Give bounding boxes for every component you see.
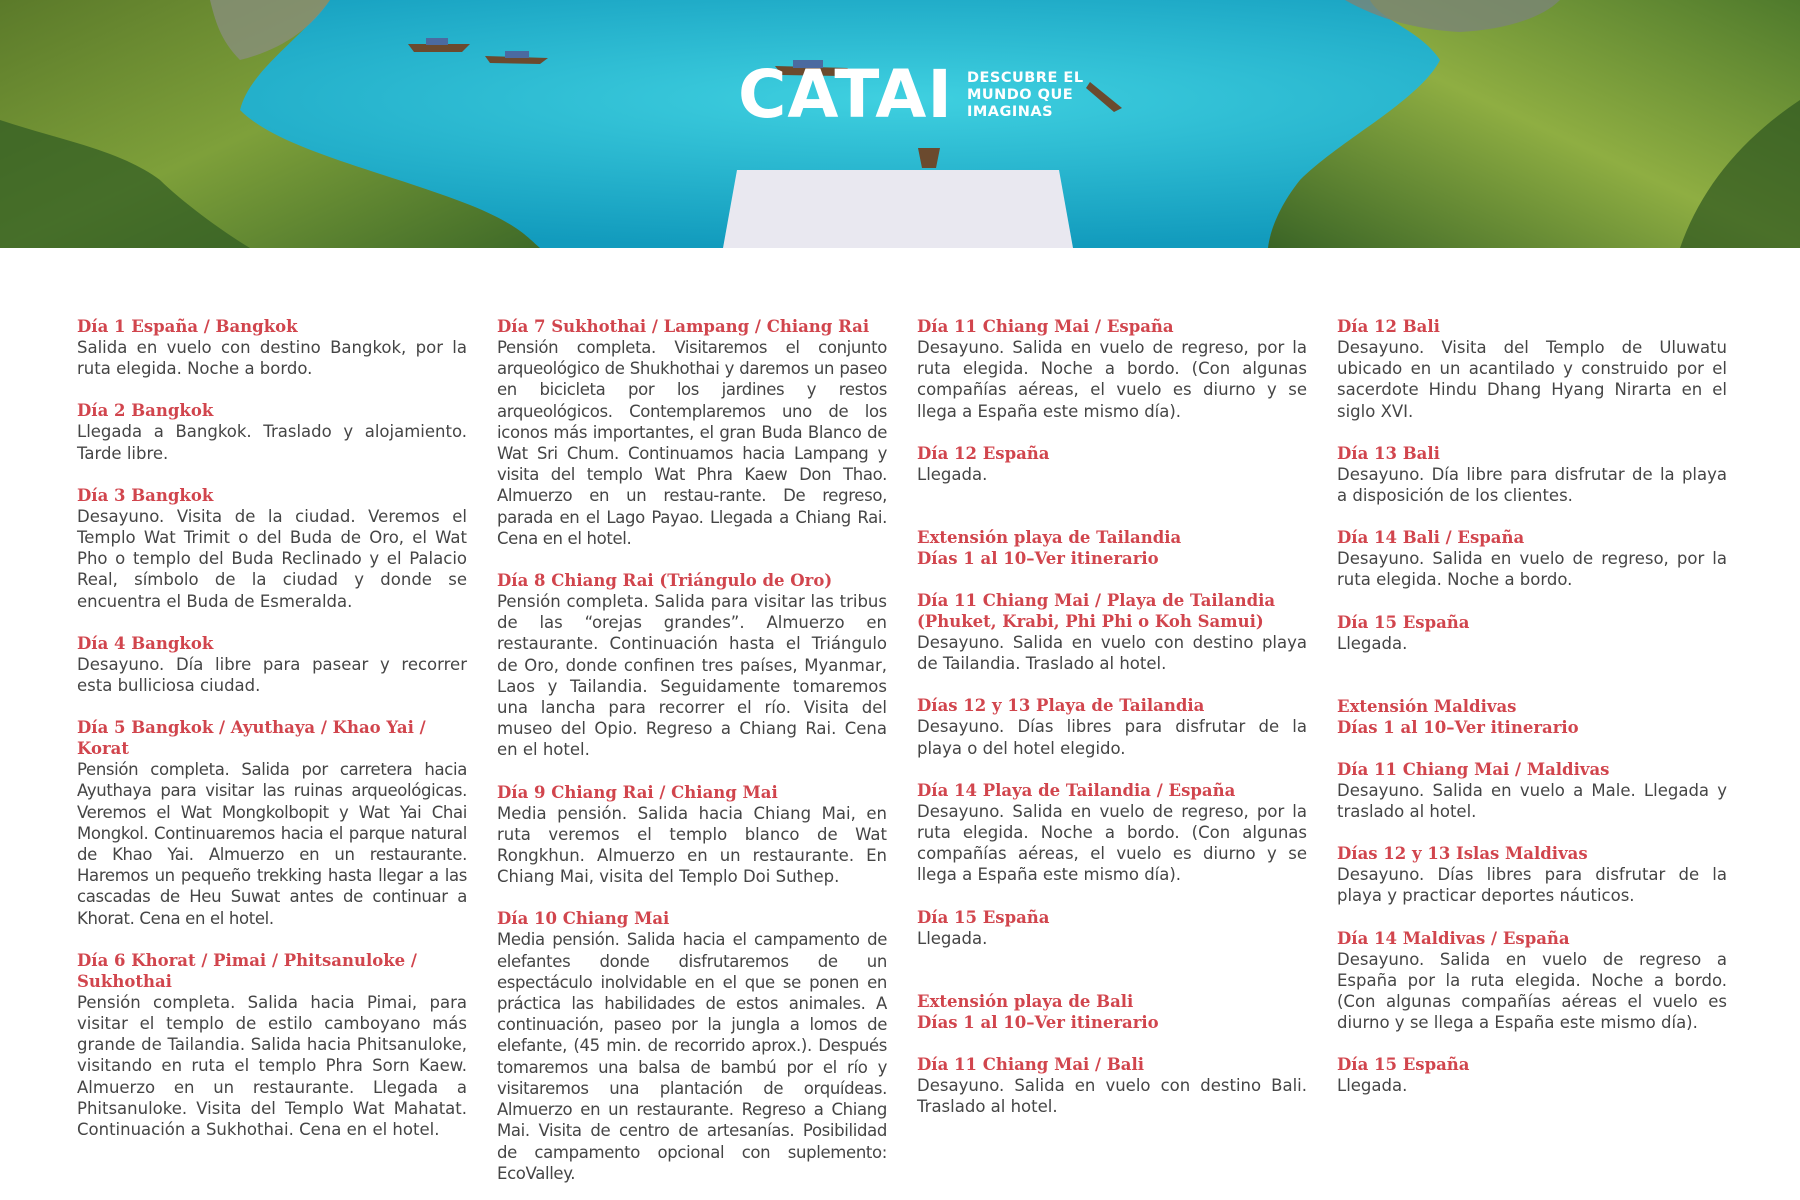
day-description: Media pensión. Salida hacia el campamento de elefantes donde disfrutaremos de un espectáculo inolvidable en el que se ponen en práctica las habilidades de estos animales. A continuación, paseo por la jungla a lomos de elefante, (45 min. de recorrido aprox.). Después tomaremos una balsa de bambú por el río y visitaremos una plantación de orquídeas. Almuerzo en un restaurante. Regreso a Chiang Mai. Visita de centro de artesanías. Posibilidad de campamento opcional con suplemento: EcoValley. [497,930,887,1183]
day-description: Salida en vuelo con destino Bangkok, por la ruta elegida. Noche a bordo. [77,338,467,379]
day-heading: Día 2 Bangkok [77,401,214,421]
catai-logo [738,56,1084,133]
day-description: Desayuno. Día libre para pasear y recorrer esta bulliciosa ciudad. [77,654,467,696]
itinerary-day [497,570,887,761]
itinerary-day [497,316,887,549]
itinerary-day [1337,696,1727,738]
day-heading: Día 5 Bangkok / Ayuthaya / Khao Yai / Korat [77,718,426,759]
tagline-line: DESCUBRE EL [966,69,1084,86]
day-description: Pensión completa. Salida por carretera hacia Ayuthaya para visitar las ruinas arqueológicas. Veremos el Wat Mongkolbopit y Wat Yai Chai Mongkol. Continuaremos hacia el parque natural de Khao Yai. Almuerzo en un restaurante. Haremos un pequeño trekking hasta llegar a las cascadas de Heu Suwat antes de continuar a Khorat. Cena en el hotel. [77,760,467,928]
day-description: Desayuno. Salida en vuelo a Male. Llegada y traslado al hotel. [1337,780,1727,822]
day-heading: Día 13 Bali [1337,443,1440,463]
logo-tagline [967,70,1084,121]
day-heading: Extensión playa de Tailandia Días 1 al 10–Ver itinerario [917,528,1182,569]
day-heading: Día 12 Bali [1337,317,1440,336]
day-description: Desayuno. Visita del Templo de Uluwatu ubicado en un acantilado y construido por el sacerdote Hindu Dhang Hyang Nirarta en el siglo XVI. [1337,338,1727,421]
day-description: Media pensión. Salida hacia Chiang Mai, en ruta veremos el templo blanco de Wat Rongkhun. Almuerzo en un restaurante. En Chiang Mai, visita del Templo Doi Suthep. [497,803,887,887]
day-heading: Día 3 Bangkok [77,485,214,505]
itinerary-day [497,908,887,1183]
day-description: Desayuno. Días libres para disfrutar de la playa o del hotel elegido. [917,717,1307,758]
day-description: Desayuno. Salida en vuelo con destino playa de Tailandia. Traslado al hotel. [917,633,1307,674]
tagline-line: MUNDO QUE [966,86,1074,103]
itinerary-day [77,950,467,1140]
itinerary-day [1337,759,1727,822]
day-description: Pensión completa. Visitaremos el conjunto arqueológico de Shukhothai y daremos un paseo en bicicleta por los jardines y restos arqueológicos. Contemplaremos uno de los iconos más importantes, el gran Buda Blanco de Wat Sri Chum. Continuamos hacia Lampang y visita del templo Wat Phra Kaew Don Thao. Almuerzo en un restau-rante. De regreso, parada en el Lago Payao. Llegada a Chiang Rai. Cena en el hotel. [497,338,887,548]
day-heading: Día 1 España / Bangkok [77,317,298,336]
day-description: Desayuno. Salida en vuelo de regreso, por la ruta elegida. Noche a bordo. (Con algunas compañías aéreas, el vuelo es diurno y se llega a España este mismo día). [917,338,1307,421]
day-heading: Extensión playa de Bali Días 1 al 10–Ver itinerario [917,991,1159,1032]
itinerary-day [917,527,1307,569]
itinerary-day [1337,316,1727,422]
itinerary-day [1337,843,1727,906]
day-heading: Día 11 Chiang Mai / Playa de Tailandia (Phuket, Krabi, Phi Phi o Koh Samui) [917,591,1276,632]
itinerary-day [1337,527,1727,590]
itinerary-day [77,400,467,463]
day-description: Desayuno. Salida en vuelo con destino Bali. Traslado al hotel. [917,1075,1307,1117]
day-description: Desayuno. Días libres para disfrutar de la playa y practicar deportes náuticos. [1337,865,1727,906]
day-heading: Día 12 España [917,443,1050,463]
day-description: Pensión completa. Salida hacia Pimai, para visitar el templo de estilo camboyano más grande de Tailandia. Salida hacia Phitsanuloke, visitando en ruta el templo Phra Sorn Kaew. Almuerzo en un restaurante. Llegada a Phitsanuloke. Visita del Templo Wat Mahatat. Continuación a Sukhothai. Cena en el hotel. [77,992,467,1140]
day-heading: Días 12 y 13 Playa de Tailandia [917,696,1205,716]
itinerary-day [1337,612,1727,654]
itinerary-columns [77,316,1727,1183]
itinerary-day [917,443,1307,485]
itinerary-column [1337,316,1727,1156]
hero-photo-banner [0,0,1800,248]
day-heading: Día 15 España [1337,1055,1470,1075]
itinerary-day [1337,443,1727,506]
day-heading: Día 15 España [1337,612,1470,632]
itinerary-day [77,717,467,929]
day-description: Desayuno. Visita de la ciudad. Veremos el Templo Wat Trimit o del Buda de Oro, el Wat Pho o templo del Buda Reclinado y el Palacio Real, símbolo de la ciudad y donde se encuentra el Buda de Esmeralda. [77,506,467,611]
day-heading: Día 10 Chiang Mai [497,909,670,929]
tagline-line: IMAGINAS [966,103,1054,120]
day-description: Llegada. [917,928,988,948]
itinerary-day [917,991,1307,1033]
day-heading: Día 9 Chiang Rai / Chiang Mai [497,782,778,802]
itinerary-column [917,316,1307,1156]
logo-wordmark: CATAI [738,56,953,133]
day-heading: Día 14 Playa de Tailandia / España [917,780,1236,800]
itinerary-day [917,907,1307,949]
day-heading: Día 15 España [917,907,1050,927]
day-heading: Día 11 Chiang Mai / España [917,317,1174,336]
itinerary-day [77,316,467,379]
itinerary-column [497,316,887,1183]
day-description: Pensión completa. Salida para visitar las tribus de las “orejas grandes”. Almuerzo en restaurante. Continuación hasta el Triángulo de Oro, donde confinen tres países, Myanmar, Laos y Tailandia. Seguidamente tomaremos una lancha para recorrer el río. Visita del museo del Opio. Regreso a Chiang Rai. Cena en el hotel. [497,592,887,760]
day-heading: Día 11 Chiang Mai / Maldivas [1337,759,1610,779]
day-description: Llegada. [917,464,988,484]
itinerary-day [497,782,887,888]
day-description: Desayuno. Salida en vuelo de regreso, por la ruta elegida. Noche a bordo. [1337,549,1727,590]
itinerary-day [1337,928,1727,1034]
itinerary-day [1337,1054,1727,1096]
day-heading: Día 7 Sukhothai / Lampang / Chiang Rai [497,317,870,336]
itinerary-day [917,316,1307,422]
day-heading: Extensión Maldivas Días 1 al 10–Ver itinerario [1337,696,1579,737]
day-heading: Día 14 Maldivas / España [1337,928,1570,948]
day-description: Desayuno. Salida en vuelo de regreso, por la ruta elegida. Noche a bordo. (Con algunas compañías aéreas, el vuelo es diurno y se llega a España este mismo día). [917,801,1307,885]
day-description: Desayuno. Salida en vuelo de regreso a España por la ruta elegida. Noche a bordo. (Con algunas compañías aéreas el vuelo es diurno y se llega a España este mismo día). [1337,949,1727,1033]
day-heading: Días 12 y 13 Islas Maldivas [1337,844,1588,864]
day-heading: Día 4 Bangkok [77,633,214,653]
itinerary-day [917,780,1307,886]
itinerary-day [917,590,1307,674]
day-heading: Día 14 Bali / España [1337,528,1525,548]
itinerary-day [917,1054,1307,1117]
day-heading: Día 11 Chiang Mai / Bali [917,1054,1144,1074]
day-description: Llegada. [1337,1076,1408,1096]
itinerary-day [77,485,467,612]
header-tab-shape [723,170,1073,248]
day-description: Desayuno. Día libre para disfrutar de la playa a disposición de los clientes. [1337,464,1727,506]
day-heading: Día 6 Khorat / Pimai / Phitsanuloke / Sukhothai [77,950,417,991]
itinerary-column [77,316,467,1156]
itinerary-day [77,633,467,696]
itinerary-day [917,695,1307,758]
day-heading: Día 8 Chiang Rai (Triángulo de Oro) [497,571,833,591]
day-description: Llegada. [1337,633,1408,653]
day-description: Llegada a Bangkok. Traslado y alojamiento. Tarde libre. [77,422,467,463]
